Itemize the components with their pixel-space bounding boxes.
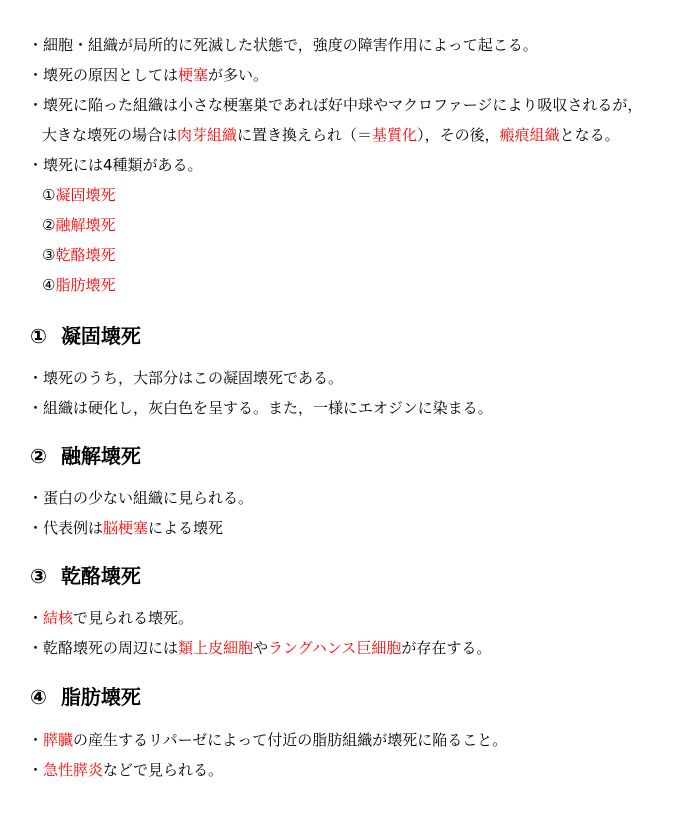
highlight-term: 類上皮細胞 bbox=[178, 639, 254, 657]
type-number: ② bbox=[42, 216, 56, 234]
text: ），その後， bbox=[417, 126, 500, 144]
heading-number: ② bbox=[30, 444, 47, 468]
intro-line-2 bbox=[28, 65, 268, 85]
text: などで見られる。 bbox=[103, 761, 224, 779]
section-heading bbox=[30, 320, 141, 349]
text: による壊死 bbox=[148, 519, 224, 537]
text: の産生するリパーゼによって付近の脂肪組織が壊死に陥ること。 bbox=[73, 731, 508, 749]
section-heading bbox=[30, 560, 141, 589]
text: ・壊死には4種類がある。 bbox=[28, 156, 203, 174]
type-number: ③ bbox=[42, 246, 56, 264]
type-item bbox=[42, 275, 115, 295]
heading-number: ① bbox=[30, 324, 47, 348]
type-item bbox=[42, 185, 115, 205]
body-line bbox=[28, 760, 223, 780]
heading-number: ③ bbox=[30, 564, 47, 588]
text: 大きな壊死の場合は bbox=[42, 126, 178, 144]
text: や bbox=[253, 639, 269, 657]
section-heading bbox=[30, 681, 141, 710]
text: が多い。 bbox=[208, 66, 269, 84]
type-name: 脂肪壊死 bbox=[55, 276, 116, 294]
text: となる。 bbox=[559, 126, 620, 144]
highlight-term: 梗塞 bbox=[178, 66, 209, 84]
text: ・蛋白の少ない組織に見られる。 bbox=[28, 489, 254, 507]
body-line bbox=[28, 518, 223, 538]
type-name: 凝固壊死 bbox=[55, 186, 116, 204]
text: ・ bbox=[28, 761, 44, 779]
highlight-term: 急性膵炎 bbox=[43, 761, 104, 779]
highlight-term: 脳梗塞 bbox=[103, 519, 149, 537]
body-line bbox=[28, 638, 491, 658]
text: ・乾酪壊死の周辺には bbox=[28, 639, 179, 657]
type-number: ① bbox=[42, 186, 56, 204]
body-line bbox=[28, 368, 343, 388]
type-item bbox=[42, 245, 115, 265]
highlight-term: 膵臓 bbox=[43, 731, 74, 749]
body-line bbox=[28, 488, 253, 508]
intro-line-5 bbox=[28, 155, 203, 175]
type-number: ④ bbox=[42, 276, 56, 294]
text: ・ bbox=[28, 731, 44, 749]
highlight-term: 結核 bbox=[43, 609, 74, 627]
heading-title: 脂肪壊死 bbox=[60, 685, 141, 709]
text: が存在する。 bbox=[401, 639, 492, 657]
highlight-term: 瘢痕組織 bbox=[499, 126, 560, 144]
text: に置き換えられ（＝ bbox=[237, 126, 373, 144]
intro-line-1 bbox=[28, 35, 538, 55]
text: ・壊死に陥った組織は小さな梗塞巣であれば好中球やマクロファージにより吸収されるが， bbox=[28, 96, 643, 114]
highlight-term: 基質化 bbox=[372, 126, 418, 144]
body-line bbox=[28, 730, 507, 750]
heading-title: 凝固壊死 bbox=[60, 324, 141, 348]
text: ・細胞・組織が局所的に死滅した状態で，強度の障害作用によって起こる。 bbox=[28, 36, 538, 54]
section-heading bbox=[30, 440, 141, 469]
highlight-term: ラングハンス巨細胞 bbox=[268, 639, 402, 657]
intro-line-4 bbox=[42, 125, 620, 145]
body-line bbox=[28, 608, 193, 628]
body-line bbox=[28, 398, 493, 418]
text: で見られる壊死。 bbox=[73, 609, 194, 627]
highlight-term: 肉芽組織 bbox=[177, 126, 238, 144]
heading-title: 融解壊死 bbox=[60, 444, 141, 468]
heading-number: ④ bbox=[30, 685, 47, 709]
text: ・代表例は bbox=[28, 519, 104, 537]
text: ・壊死のうち，大部分はこの凝固壊死である。 bbox=[28, 369, 344, 387]
text: ・ bbox=[28, 609, 44, 627]
type-name: 乾酪壊死 bbox=[55, 246, 116, 264]
heading-title: 乾酪壊死 bbox=[60, 564, 141, 588]
type-item bbox=[42, 215, 115, 235]
intro-line-3 bbox=[28, 95, 642, 115]
type-name: 融解壊死 bbox=[55, 216, 116, 234]
text: ・組織は硬化し，灰白色を呈する。また，一様にエオジンに染まる。 bbox=[28, 399, 493, 417]
text: ・壊死の原因としては bbox=[28, 66, 179, 84]
